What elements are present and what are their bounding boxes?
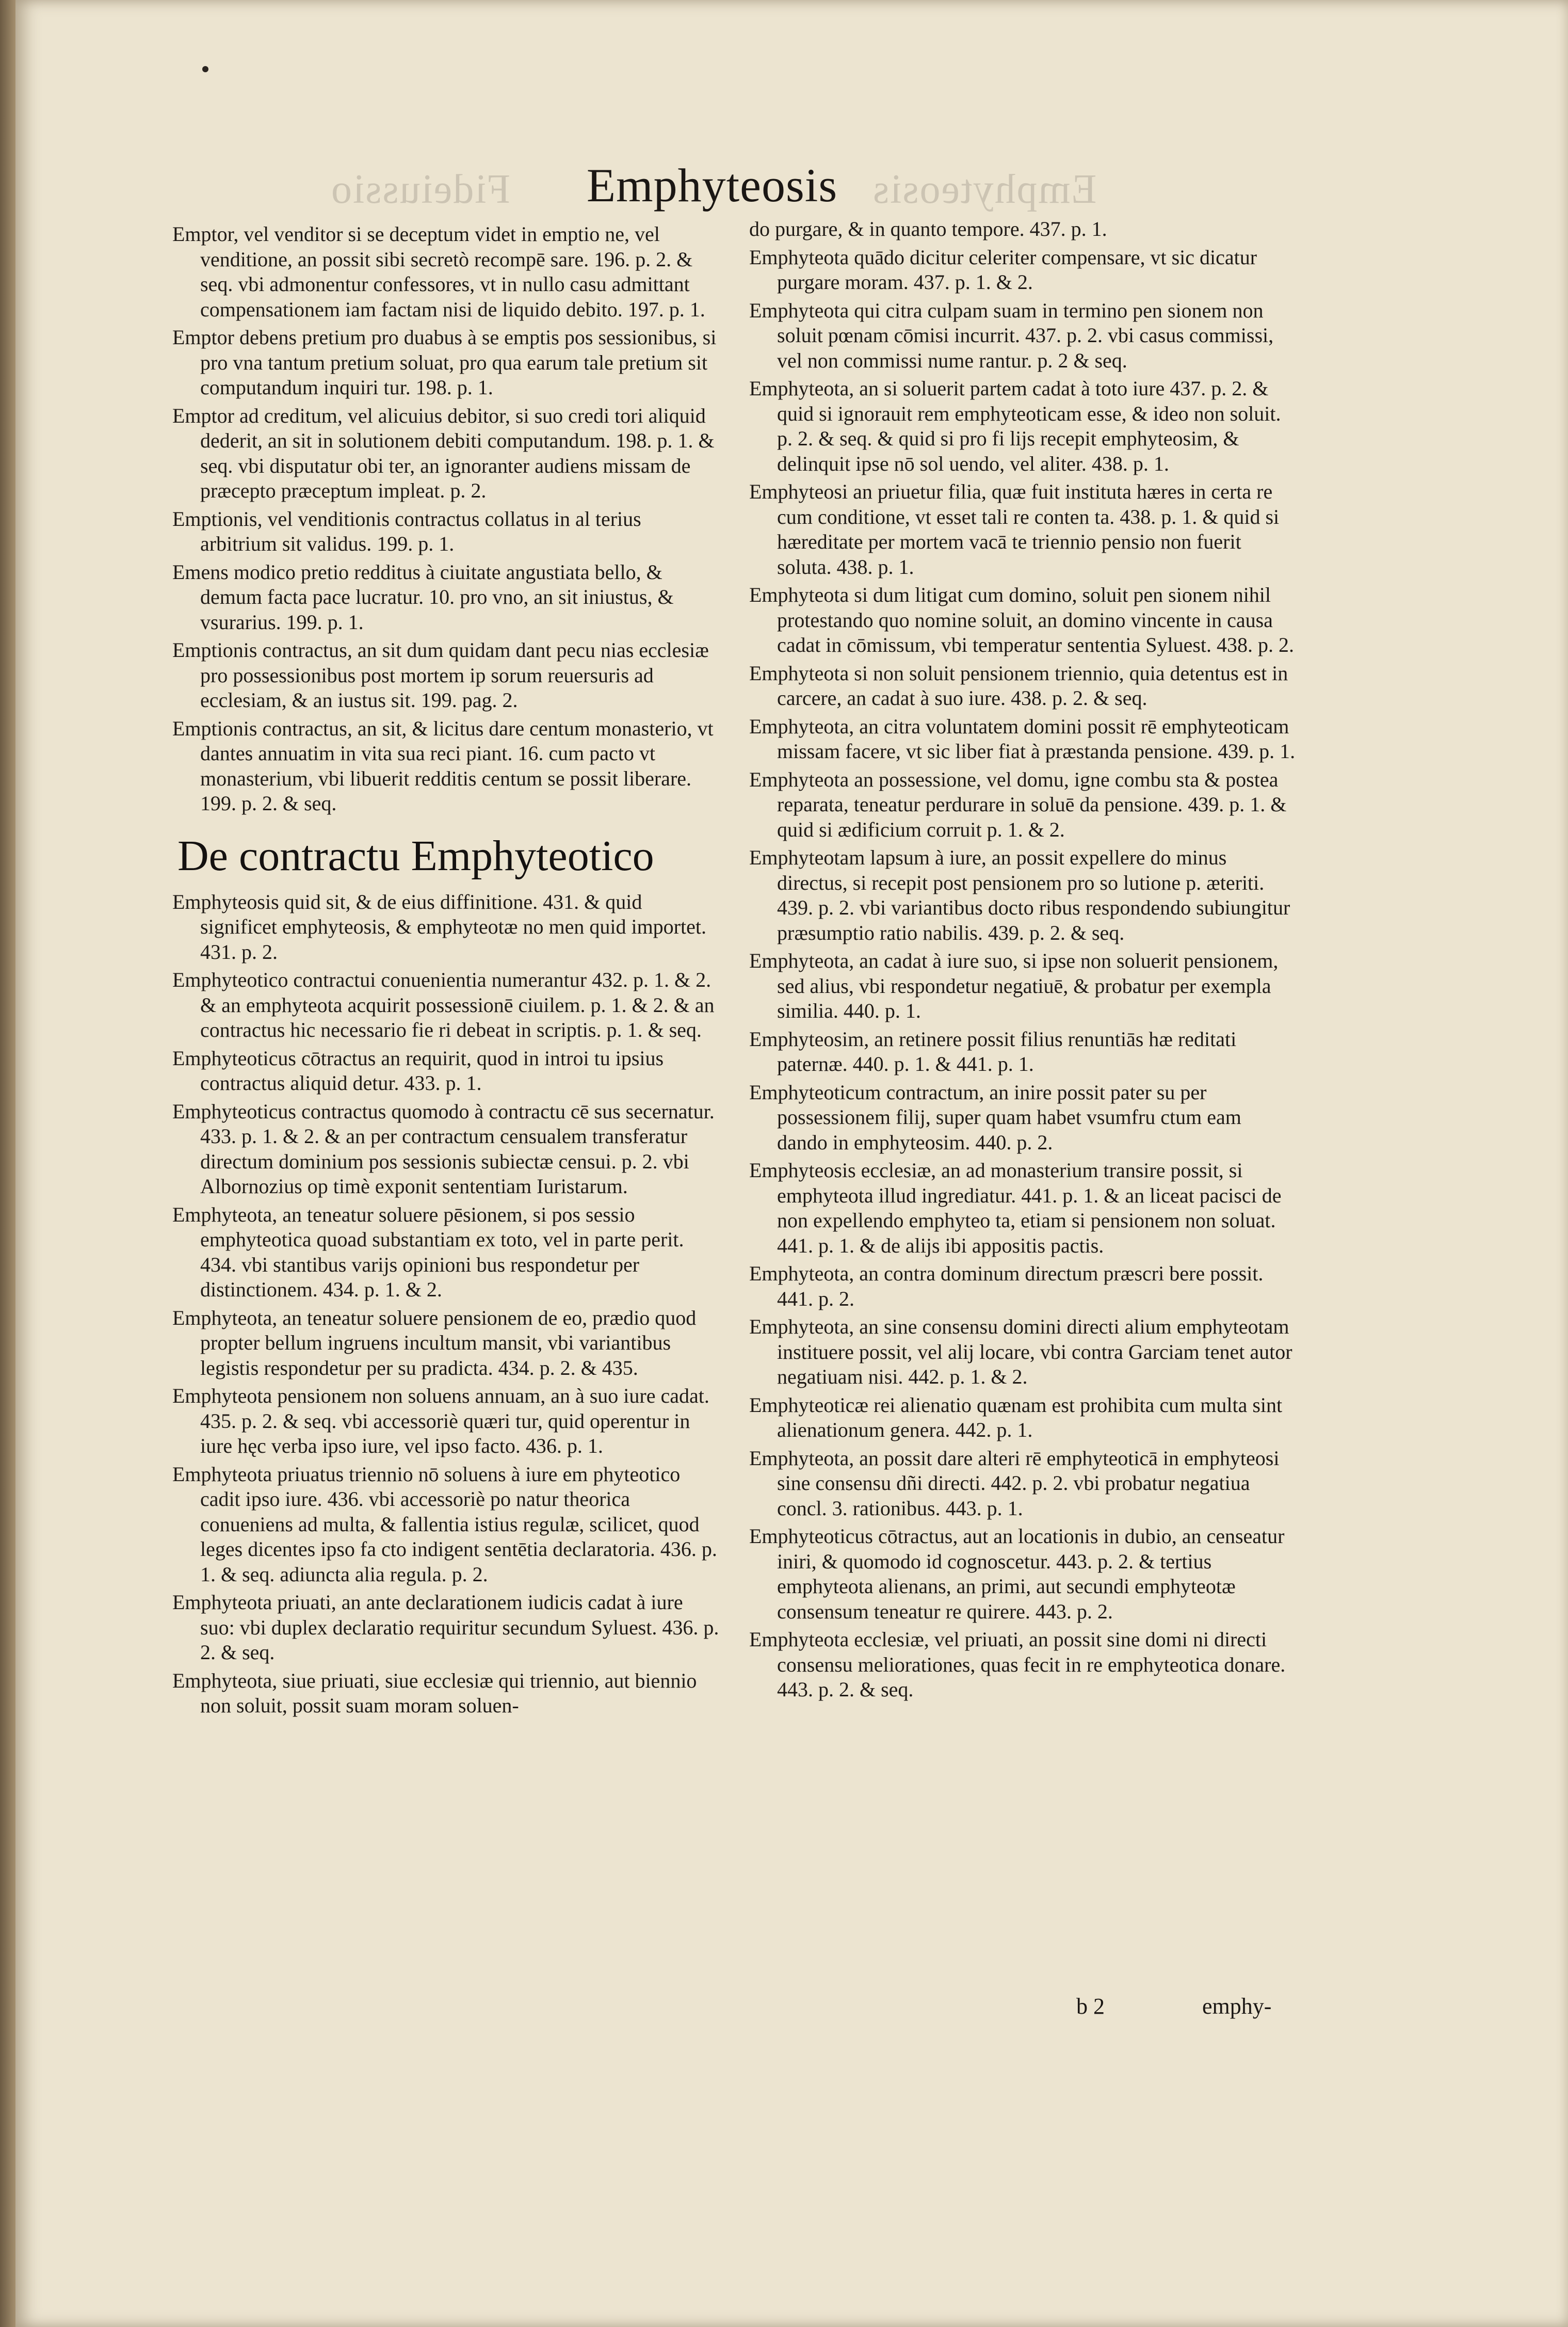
signature-mark: b 2	[1076, 1994, 1105, 2019]
book-spine	[0, 0, 15, 2327]
index-entry: Emphyteota si dum litigat cum domino, soluit pen sionem nihil protestando quo nomine soluit, an domino vincente in causa cadat in cōmissum, vbi temperatur sententia Syluest. 438. p. 2.	[749, 583, 1295, 656]
index-entry: Emphyteota si non soluit pensionem triennio, quia detentus est in carcere, an cadat à suo iure. 438. p. 2. & seq.	[749, 661, 1288, 710]
right-column	[749, 217, 1296, 1706]
index-entry: Emphyteota, an possit dare alteri rē emphyteoticā in emphyteosi sine consensu dñi directi. 442. p. 2. vbi probatur negatiua concl. 3. rationibus. 443. p. 1.	[749, 1446, 1280, 1520]
index-entry: Emphyteota, an sine consensu domini directi alium emphyteotam instituere possit, vel alij locare, vbi contra Garciam tenet autor negatiuam nisi. 442. p. 1. & 2.	[749, 1315, 1292, 1388]
index-entry: Emphyteoticæ rei alienatio quænam est prohibita cum multa sint alienationum genera. 442. p. 1.	[749, 1393, 1283, 1441]
index-entry: Emptor, vel venditor si se deceptum videt in emptio ne, vel venditione, an possit sibi secretò recompē sare. 196. p. 2. & seq. vbi admonentur confessores, vt in nullo casu admittant compensationem iam factam nisi de liquido debito. 197. p. 1.	[172, 222, 705, 321]
index-entry: Emptor debens pretium pro duabus à se emptis pos sessionibus, si pro vna tantum pretium soluat, pro qua earum tale pretium sit computandum inquiri tur. 198. p. 1.	[172, 326, 717, 399]
index-entry: Emphyteota quādo dicitur celeriter compensare, vt sic dicatur purgare moram. 437. p. 1. & 2.	[749, 245, 1257, 294]
index-entry: Emphyteosi an priuetur filia, quæ fuit instituta hæres in certa re cum conditione, vt esset tali re conten ta. 438. p. 1. & quid si hæreditate per mortem vacā te triennio pensio non fuerit soluta. 438. p. 1.	[749, 480, 1280, 579]
index-entry: Emphyteota pensionem non soluens annuam, an à suo iure cadat. 435. p. 2. & seq. vbi accessoriè quæri tur, quid operentur in iure hęc verba ipso iure, vel ipso facto. 436. p. 1.	[172, 1384, 709, 1457]
show-through-right: Emphyteosis	[872, 167, 1097, 212]
index-entry: Emphyteoticus cōtractus, aut an locationis in dubio, an censeatur iniri, & quomodo id cognoscetur. 443. p. 2. & tertius emphyteota alienans, an primi, aut secundi emphyteotæ consensum teneatur re quirere. 443. p. 2.	[749, 1524, 1285, 1623]
index-entry: Emphyteotam lapsum à iure, an possit expellere do minus directus, si recepit post pensionem pro so lutione p. æteriti. 439. p. 2. vbi variantibus docto ribus respondendo subiungitur præsumptio ratio nabilis. 439. p. 2. & seq.	[749, 846, 1290, 944]
index-entry: Emphyteota, an si soluerit partem cadat à toto iure 437. p. 2. & quid si ignorauit rem emphyteoticam esse, & ideo non soluit. p. 2. & seq. & quid si pro fi lijs recepit emphyteosim, & delinquit ipse nō sol uendo, vel aliter. 438. p. 1.	[749, 377, 1281, 475]
index-entry: Emptionis, vel venditionis contractus collatus in al terius arbitrium sit validus. 199. p. 1.	[172, 507, 641, 555]
index-entry: Emphyteosis ecclesiæ, an ad monasterium transire possit, si emphyteota illud ingrediatur. 441. p. 1. & an liceat pacisci de non expellendo emphyteo ta, etiam si pensionem non soluat. 441. p. 1. & de alijs ibi appositis pactis.	[749, 1159, 1282, 1257]
left-column	[172, 222, 719, 1722]
index-entry: Emphyteota priuati, an ante declarationem iudicis cadat à iure suo: vbi duplex declaratio requiritur secundum Syluest. 436. p. 2. & seq.	[172, 1591, 719, 1664]
index-entry: Emphyteota, siue priuati, siue ecclesiæ qui triennio, aut biennio non soluit, possit suam moram soluen-	[172, 1668, 697, 1717]
running-head: Emphyteosis	[586, 159, 838, 212]
index-entry: Emphyteota an possessione, vel domu, igne combu sta & postea reparata, teneatur perdurare in soluē da pensione. 439. p. 1. & quid si ædificium corruit p. 1. & 2.	[749, 767, 1287, 841]
index-entry: Emphyteota, an contra dominum directum præscri bere possit. 441. p. 2.	[749, 1262, 1264, 1310]
section-heading: De contractu Emphyteotico	[177, 831, 654, 880]
index-entry: Emphyteota priuatus triennio nō soluens à iure em phyteotico cadit ipso iure. 436. vbi accessoriè po natur theorica conueniens ad multa, & fallentia istius regulæ, scilicet, quod leges dicentes ipso fa cto indigent sentētia declaratoria. 436. p. 1. & seq. adiuncta alia regula. p. 2.	[172, 1462, 717, 1586]
index-entry: Emphyteoticus cōtractus an requirit, quod in introi tu ipsius contractus aliquid detur. 433. p. 1.	[172, 1046, 664, 1095]
catchword: emphy-	[1202, 1994, 1272, 2019]
index-entry: Emphyteota, an cadat à iure suo, si ipse non soluerit pensionem, sed alius, vbi respondetur negatiuē, & probatur per exempla similia. 440. p. 1.	[749, 949, 1279, 1022]
index-entry: Emptionis contractus, an sit dum quidam dant pecu nias ecclesiæ pro possessionibus post mortem ip sorum reuersuris ad ecclesiam, & an iustus sit. 199. pag. 2.	[172, 638, 709, 712]
index-entry: Emphyteosis quid sit, & de eius diffinitione. 431. & quid significet emphyteosis, & emphyteotæ no men quid importet. 431. p. 2.	[172, 890, 706, 964]
index-entry: Emphyteota, an teneatur soluere pensionem de eo, prædio quod propter bellum ingruens incultum mansit, vbi variantibus legistis respondetur per su pradicta. 434. p. 2. & 435.	[172, 1306, 697, 1379]
index-entry: Emphyteota, an teneatur soluere pēsionem, si pos sessio emphyteotica quoad substantiam ex toto, vel in parte perit. 434. vbi stantibus varijs opinioni bus respondetur per distinctionem. 434. p. 1. & 2.	[172, 1202, 684, 1301]
index-entry: Emphyteota ecclesiæ, vel priuati, an possit sine domi ni directi consensu meliorationes, quas fecit in re emphyteotica donare. 443. p. 2. & seq.	[749, 1628, 1286, 1701]
ink-dot	[202, 66, 208, 72]
index-entry: Emphyteota qui citra culpam suam in termino pen sionem non soluit pœnam cōmisi incurrit. 437. p. 2. vbi casus commissi, vel non commissi nume rantur. p. 2 & seq.	[749, 298, 1274, 372]
index-entry: Emphyteota, an citra voluntatem domini possit rē emphyteoticam missam facere, vt sic liber fiat à præstanda pensione. 439. p. 1.	[749, 714, 1296, 763]
index-entry: Emphyteoticum contractum, an inire possit pater su per possessionem filij, super quam habet vsumfru ctum eam dando in emphyteosim. 440. p. 2.	[749, 1080, 1241, 1154]
index-entry: Emptionis contractus, an sit, & licitus dare centum monasterio, vt dantes annuatim in vita sua reci piant. 16. cum pacto vt monasterium, vbi libuerit redditis centum se possit liberare. 199. p. 2. & seq.	[172, 716, 714, 815]
index-entry: Emphyteotico contractui conuenientia numerantur 432. p. 1. & 2. & an emphyteota acquirit possessionē ciuilem. p. 1. & 2. & an contractus hic necessario fie ri debeat in scriptis. p. 1. & seq.	[172, 968, 715, 1041]
show-through-left: Fideiussio	[330, 167, 510, 212]
index-entry: do purgare, & in quanto tempore. 437. p. 1.	[749, 217, 1107, 240]
index-entry: Emphyteosim, an retinere possit filius renuntiās hæ reditati paternæ. 440. p. 1. & 441. p. 1.	[749, 1027, 1237, 1076]
index-entry: Emens modico pretio redditus à ciuitate angustiata bello, & demum facta pace lucratur. 10. pro vno, an sit iniustus, & vsurarius. 199. p. 1.	[172, 560, 674, 634]
index-entry: Emptor ad creditum, vel alicuius debitor, si suo credi tori aliquid dederit, an sit in solutionem debiti computandum. 198. p. 1. & seq. vbi disputatur obi ter, an ignoranter audiens missam de præcepto præceptum impleat. p. 2.	[172, 404, 715, 502]
index-entry: Emphyteoticus contractus quomodo à contractu cē sus secernatur. 433. p. 1. & 2. & an per contractum censualem transferatur directum dominium pos sessionis subiectæ censui. p. 2. vbi Albornozius op timè exponit sententiam Iuristarum.	[172, 1099, 715, 1198]
